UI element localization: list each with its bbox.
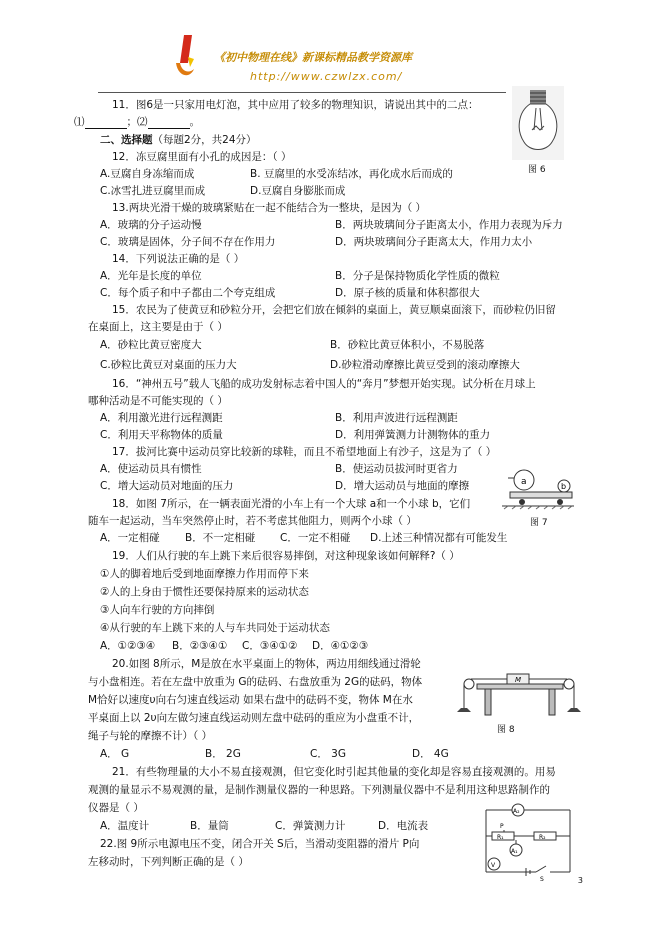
q17-option-d[interactable]: D．增大运动员与地面的摩擦 [335, 480, 470, 492]
q19-item-4: ④从行驶的车上跳下来的人与车共同处于运动状态 [100, 622, 330, 634]
q21-line-3: 仪器是（ ） [88, 802, 144, 814]
q13-stem: 13.两块光滑干燥的玻璃紧贴在一起不能结合为一整块，是因为（ ） [112, 202, 427, 214]
figure-9-label-p: P [500, 823, 504, 830]
q20-option-b[interactable]: B． 2G [205, 748, 241, 760]
section-2-title: 二、选择题 [100, 134, 153, 146]
q15-option-b[interactable]: B．砂粒比黄豆体积小，不易脱落 [330, 339, 485, 351]
q17-option-b[interactable]: B．使运动员拔河时更省力 [335, 463, 458, 475]
q19-stem: 19．人们从行驶的车上跳下来后很容易摔倒，对这种现象该如何解释?（ ） [112, 550, 460, 562]
q14-option-c[interactable]: C．每个质子和中子都由二个夸克组成 [100, 287, 276, 299]
section-2-note: （每题2分，共24分） [152, 134, 257, 146]
q22-line-1: 22.图 9所示电源电压不变，闭合开关 S后，当滑动变阻器的滑片 P向 [100, 838, 420, 850]
q15-option-d[interactable]: D.砂粒滑动摩擦比黄豆受到的滚动摩擦大 [330, 359, 520, 371]
q11-a2-label: ；⑵ [126, 116, 148, 128]
q16-option-c[interactable]: C．利用天平称物体的质量 [100, 429, 223, 441]
q13-option-d[interactable]: D．两块玻璃间分子距离太大，作用力太小 [335, 236, 533, 248]
figure-8-caption: 图 8 [497, 725, 515, 735]
q19-item-1: ①人的脚着地后受到地面摩擦力作用而停下来 [100, 568, 309, 580]
q18-option-d[interactable]: D.上述三种情况都有可能发生 [370, 532, 508, 544]
q18-stem-cont: 随车一起运动，当车突然停止时，若不考虑其他阻力，则两个小球（ ） [88, 515, 417, 527]
q21-option-c[interactable]: C．弹簧测力计 [275, 820, 346, 832]
q13-option-a[interactable]: A．玻璃的分子运动慢 [100, 219, 202, 231]
q20-option-a[interactable]: A． G [100, 748, 130, 760]
q11-answer-line [74, 115, 200, 129]
q17-stem: 17．拔河比赛中运动员穿比较新的球鞋，而且不希望地面上有沙子，这是为了（ ） [112, 446, 497, 458]
header-banner: 《初中物理在线》新课标精品教学资源库 [214, 51, 412, 64]
q18-option-c[interactable]: C．一定不相碰 [280, 532, 351, 544]
q16-option-b[interactable]: B．利用声波进行远程测距 [335, 412, 458, 424]
q20-line-1: 20.如图 8所示，M是放在水平桌面上的物体，两边用细线通过滑轮 [112, 658, 421, 670]
q15-stem: 15．农民为了使黄豆和砂粒分开，会把它们放在倾斜的桌面上，黄豆顺桌面滚下，而砂粒仍旧留 [112, 304, 556, 316]
q19-item-2: ②人的上身由于惯性还要保持原来的运动状态 [100, 586, 309, 598]
header-rule [98, 92, 506, 93]
q21-option-d[interactable]: D．电流表 [378, 820, 429, 832]
q14-option-a[interactable]: A．光年是长度的单位 [100, 270, 202, 282]
q16-stem-cont: 哪种活动是不可能实现的（ ） [88, 395, 228, 407]
q15-option-c[interactable]: C.砂粒比黄豆对桌面的压力大 [100, 359, 237, 371]
figure-6-caption: 图 6 [528, 165, 546, 175]
q17-option-c[interactable]: C．增大运动员对地面的压力 [100, 480, 234, 492]
q11-text: 11．图6是一只家用电灯泡，其中应用了较多的物理知识，请说出其中的二点： [112, 99, 479, 111]
section-2-heading [100, 133, 257, 147]
q12-option-d[interactable]: D.豆腐自身膨胀而成 [250, 185, 346, 197]
q20-line-3: M恰好以速度υ向右匀速直线运动 如果右盘中的砝码不变，物体 M在水 [88, 694, 413, 706]
figure-9-label-a2: A₂ [513, 808, 520, 815]
figure-9-circuit [478, 800, 576, 882]
q20-line-4: 平桌面上以 2υ向左做匀速直线运动则左盘中砝码的重应为小盘重不计， [88, 712, 420, 724]
logo-icon [174, 33, 196, 81]
q19-option-c[interactable]: C．③④①② [242, 640, 298, 652]
figure-7-cart [502, 462, 574, 510]
q11-blank-2[interactable] [148, 118, 190, 129]
page-number: 3 [577, 876, 583, 885]
q11-blank-1[interactable] [85, 118, 127, 129]
q12-stem: 12．冻豆腐里面有小孔的成因是：（ ） [112, 151, 292, 163]
figure-7-label-b: b [561, 482, 567, 491]
figure-8-pulley-table [455, 668, 583, 720]
q12-option-a[interactable]: A.豆腐自身冻缩而成 [100, 168, 195, 180]
q18-stem: 18．如图 7所示，在一辆表面光滑的小车上有一个大球 a和一个小球 b，它们 [112, 498, 471, 510]
q15-stem-cont: 在桌面上，这主要是由于（ ） [88, 321, 228, 333]
q20-option-c[interactable]: C． 3G [310, 748, 346, 760]
q11-a1-label: ⑴ [74, 116, 85, 128]
q21-line-1: 21．有些物理量的大小不易直接观测，但它变化时引起其他量的变化却是容易直接观测的。用易 [112, 766, 556, 778]
q11-end: 。 [189, 116, 200, 128]
figure-9-label-a1: A₁ [511, 848, 518, 855]
figure-9-label-r2: R₂ [539, 834, 546, 841]
q19-option-d[interactable]: D．④①②③ [312, 640, 369, 652]
q17-option-a[interactable]: A．使运动员具有惯性 [100, 463, 202, 475]
figure-8-label-m: M [515, 676, 522, 684]
q21-option-b[interactable]: B．量筒 [190, 820, 229, 832]
figure-9-label-r1: R₁ [497, 834, 504, 841]
figure-7-caption: 图 7 [530, 518, 548, 528]
q21-option-a[interactable]: A．温度计 [100, 820, 150, 832]
q13-option-b[interactable]: B．两块玻璃间分子距离太小，作用力表现为斥力 [335, 219, 563, 231]
q19-option-b[interactable]: B．②③④① [172, 640, 228, 652]
q20-option-d[interactable]: D． 4G [412, 748, 449, 760]
q18-option-a[interactable]: A．一定相碰 [100, 532, 160, 544]
q13-option-c[interactable]: C．玻璃是固体，分子间不存在作用力 [100, 236, 276, 248]
figure-6-bulb [512, 86, 564, 160]
q16-stem: 16．“神州五号”载人飞船的成功发射标志着中国人的“奔月”梦想开始实现。试分析在月球上 [112, 378, 536, 390]
q21-line-2: 观测的量显示不易观测的量，是制作测量仪器的一种思路。下列测量仪器中不是利用这种思路制作的 [88, 784, 550, 796]
header-url: http://www.czwlzx.com/ [250, 70, 403, 83]
q18-option-b[interactable]: B．不一定相碰 [185, 532, 256, 544]
q14-option-d[interactable]: D．原子核的质量和体积都很大 [335, 287, 480, 299]
q19-option-a[interactable]: A．①②③④ [100, 640, 156, 652]
q14-option-b[interactable]: B．分子是保持物质化学性质的微粒 [335, 270, 500, 282]
figure-9-label-v: V [491, 862, 496, 869]
q16-option-d[interactable]: D．利用弹簧测力计测物体的重力 [335, 429, 491, 441]
figure-7-label-a: a [521, 477, 527, 487]
q12-option-b[interactable]: B. 豆腐里的水受冻结冰，再化成水后而成的 [250, 168, 453, 180]
q14-stem: 14．下列说法正确的是（ ） [112, 253, 245, 265]
q20-line-2: 与小盘相连。若在左盘中放重为 G的砝码、右盘放重为 2G的砝码，物体 [88, 676, 423, 688]
q15-option-a[interactable]: A．砂粒比黄豆密度大 [100, 339, 202, 351]
q12-option-c[interactable]: C.冰雪扎进豆腐里而成 [100, 185, 206, 197]
q20-line-5: 绳子与轮的摩擦不计）（ ） [88, 730, 213, 742]
q16-option-a[interactable]: A．利用激光进行远程测距 [100, 412, 223, 424]
figure-9-label-s: S [540, 876, 544, 882]
q19-item-3: ③人向车行驶的方向摔倒 [100, 604, 215, 616]
q22-line-2: 左移动时，下列判断正确的是（ ） [88, 856, 249, 868]
